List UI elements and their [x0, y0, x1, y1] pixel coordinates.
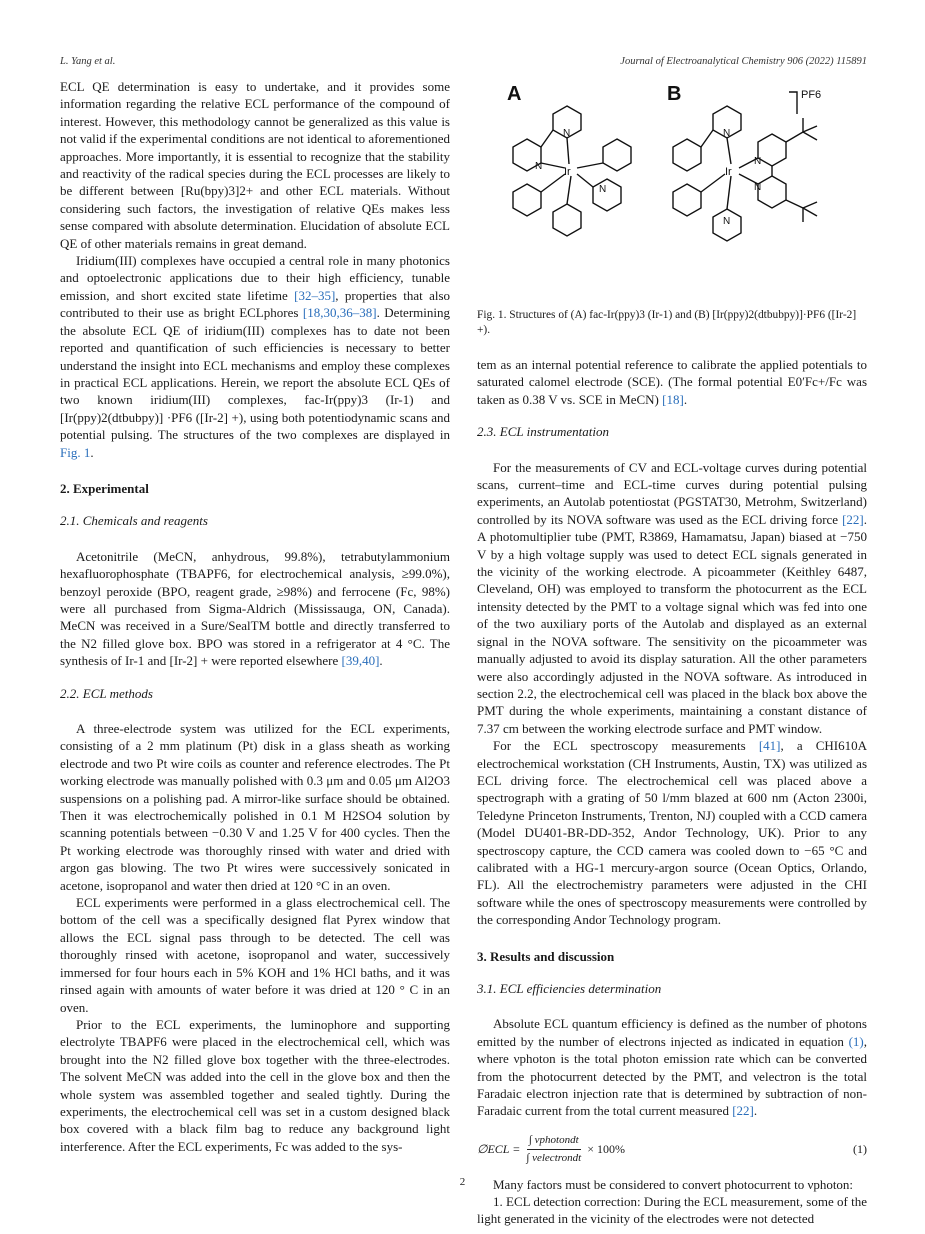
page-number: 2 [459, 1176, 466, 1188]
equation-link[interactable]: (1) [848, 1033, 864, 1049]
panel-label-a: A [507, 84, 522, 105]
section-heading: 2. Experimental [60, 480, 149, 496]
figure-caption: Fig. 1. Structures of (A) fac-Ir(ppy)3 (Ir-1) and (B) [Ir(ppy)2(dtbubpy)]·PF6 ([Ir-2] +). [477, 309, 857, 336]
citation-link[interactable]: [22] [842, 511, 864, 527]
counterion-label: PF6 [801, 89, 822, 101]
iridium-label-a: Ir [564, 166, 571, 178]
nitrogen-label: N [723, 216, 731, 227]
citation-link[interactable]: [41] [758, 738, 781, 754]
equation-numerator: ∫ νphotondt [527, 1132, 581, 1150]
right-column [477, 78, 867, 1228]
citation-link[interactable]: [18,30,36–38] [302, 305, 377, 321]
equation-lhs: ∅ECL = [477, 1142, 521, 1157]
paragraph: For the ECL spectroscopy measurements [41], a CHI610A electrochemical workstation (CH Instruments, Austin, TX) was utilized as ECL driving force. The electrochemical cell was placed above a spectrograph with a grating of 50 l/mm blazed at 600 nm (Acton 2300i, Teledyne Princeton Instruments, Trenton, NJ) coupled with a CCD camera (Model DU401-BR-DD-352, Andor Technology, UK). Prior to any spectroscopy capture, the CCD camera was cooled down to −65 °C and calibrated with a HG-1 mercury-argon source (Ocean Optics, Orlando, FL). All the electrochemistry parameters were adjusted in the CHI software while the ones of spectroscopy measurements were controlled by the corresponding Andor Technology program. [477, 738, 868, 928]
paragraph: Many factors must be considered to convert photocurrent to νphoton: [493, 1176, 854, 1192]
equation-number: (1) [853, 1142, 867, 1157]
paragraph: 1. ECL detection correction: During the ECL measurement, some of the light generated in the vicinity of the electrodes were not detected [477, 1194, 867, 1227]
section-heading: 3. Results and discussion [477, 948, 615, 964]
nitrogen-label: N [754, 182, 762, 193]
subsection-heading: 2.1. Chemicals and reagents [60, 513, 208, 529]
figure-1 [477, 78, 867, 308]
nitrogen-label: N [754, 156, 762, 167]
nitrogen-label: N [535, 161, 543, 172]
running-header-journal: Journal of Electroanalytical Chemistry 906 (2022) 115891 [620, 56, 867, 67]
paragraph: For the measurements of CV and ECL-voltage curves during potential scans, current–time and ECL-time curves during potential pulsing experiments, an Autolab potentiostat (PGSTAT30, Metrohm, Switzerland) controlled by its NOVA software was used as the ECL driving force [22]. A photomultiplier tube (PMT, R3869, Hamamatsu, Japan) biased at −750 V by a high voltage supply was used to detect ECL signals generated in the vicinity of the working electrode. A picoammeter (Keithley 6487, Cleveland, OH) was employed to transform the photocurrent as the ECL intensity detected by the PMT to a voltage signal which was fed into one of the two auxiliary ports of the Autolab and displayed as an external signal in the NOVA software. The sensitivity on the picoammeter was manually adjusted to avoid its display saturation. All the other parameters were also accordingly adjusted in the NOVA software. As introduced in section 2.2, the electrochemical cell was placed in the black box above the PMT during the whole experiments, maintaining a constant distance of 7.37 cm between the working electrode surface and PMT window. [477, 459, 867, 736]
paragraph: Prior to the ECL experiments, the luminophore and supporting electrolyte TBAPF6 were placed in the electrochemical cell, which was brought into the N2 filled glove box together with the three-electrodes. The solvent MeCN was added into the cell in the glove box and then the whole system was assembled together and sealed tightly. During the experiments, the electrochemical cell was set in a custom designed black box covered with a black film bag to reduce any background light interference. After the ECL experiments, Fc was added to the sys- [60, 1016, 450, 1154]
nitrogen-label: N [723, 128, 731, 139]
paragraph: tem as an internal potential reference to calibrate the applied potentials to saturated calomel electrode (SCE). (The formal potential E0′Fc+/Fc was taken as 0.38 V vs. SCE in MeCN) [18]. [477, 357, 867, 407]
subsection-heading: 2.2. ECL methods [60, 685, 153, 701]
equation-rhs: × 100% [587, 1142, 625, 1157]
iridium-label-b: Ir [725, 166, 732, 178]
paragraph: Iridium(III) complexes have occupied a central role in many photonics and optoelectronic applications due to their high efficiency, tunable emission, and short excited state lifetime [32–35], properties that also contributed to their use as bright ECLphores [18,30,36–38]. Determining the absolute ECL QE of iridium(III) complexes has to date not been reported and quantification of such efficiencies is necessary to better understand the insight into ECL mechanisms and employ these complexes in practical ECL applications. Herein, we report the absolute ECL QEs of two known iridium(III) complexes, fac-Ir(ppy)3 (Ir-1) and [Ir(ppy)2(dtbubpy)] ·PF6 ([Ir-2] +), using both potentiodynamic scans and potential pulsing. The structures of the two complexes are displayed in Fig. 1. [60, 253, 451, 460]
paragraph: Absolute ECL quantum efficiency is defined as the number of photons emitted by the number of electrons injected as indicated in equation (1), where νphoton is the total photon emission rate which can be converted from the photocurrent detected by the PMT, and νelectron is the total Faradaic electron injection rate that is determined by subtraction of non-Faradaic current from the total current measured [22]. [477, 1016, 867, 1119]
equation-fraction [524, 1132, 583, 1168]
panel-label-b: B [667, 84, 682, 105]
equation-1 [477, 1132, 867, 1168]
nitrogen-label: N [599, 184, 607, 195]
subsection-heading: 3.1. ECL efficiencies determination [477, 981, 662, 996]
molecular-structures-image [507, 84, 837, 254]
paragraph: A three-electrode system was utilized for the ECL experiments, consisting of a 2 mm platinum (Pt) disk in a glass sheath as working electrode and two Pt wire coils as counter and reference electrodes. The Pt working electrode was manually polished with 0.3 μm and 0.05 μm Al2O3 suspensions on a polishing pad. A mirror-like surface should be obtained. Then it was electrochemically polished in 0.1 M H2SO4 solution by scanning potentials between −0.30 V and 1.25 V for 400 cycles. Then the Pt working electrode was thoroughly rinsed with water and dried with argon gas blowing. The two Pt wires were successively sonicated in acetone, isopropanol and water then dried at 120 °C in an oven. [60, 721, 450, 893]
paragraph: Acetonitrile (MeCN, anhydrous, 99.8%), tetrabutylammonium hexafluorophosphate (TBAPF6, for electrochemical analysis, ≥99.0%), benzoyl peroxide (BPO, reagent grade, ≥98%) and ferrocene (Fc, 98%) were all purchased from Sigma-Aldrich (Mississauga, ON, Canada). MeCN was received in a Sure/SealTM bottle and directly transferred to the N2 filled glove box. BPO was stored in a refrigerator at 4 °C. The synthesis of Ir-1 and [Ir-2] + were reported elsewhere [39,40]. [60, 548, 450, 669]
citation-link[interactable]: [22] [732, 1103, 754, 1119]
subsection-heading: 2.3. ECL instrumentation [477, 424, 609, 440]
equation-denominator: ∫ νelectrondt [526, 1152, 582, 1165]
citation-link[interactable]: [32–35] [294, 287, 336, 303]
left-column [60, 78, 450, 1155]
running-header-authors: L. Yang et al. [60, 56, 116, 67]
citation-link[interactable]: [39,40] [341, 653, 380, 669]
figure-link[interactable]: Fig. 1 [60, 444, 91, 460]
citation-link[interactable]: [18] [662, 391, 684, 407]
paragraph: ECL experiments were performed in a glass electrochemical cell. The bottom of the cell was a specifically designed flat Pyrex window that allows the ECL signal pass through to be detected. The cell was thoroughly rinsed with acetone, isopropanol and water, successively immersed for four hours each in 5% KOH and 1% HCl baths, and it was rinsed again with amounts of water before it was dried at 120 ° C in an oven. [60, 895, 450, 1015]
nitrogen-label: N [563, 128, 571, 139]
paragraph: ECL QE determination is easy to undertake, and it provides some information regarding the relative ECL performance of the compound of interest. However, this methodology cannot be generalized as this value is not valid if the experimental conditions are not identical to aforementioned approaches. More importantly, it is essential to recognize that the stability and reactivity of the radical species during the ECL processes are likely to be different between [Ru(bpy)3]2+ and other ECL materials. Without considering such factors, the investigation of relative QEs makes less sense compared with absolute determination. Elucidation of absolute ECL QE of other materials remains in great demand. [60, 79, 450, 251]
